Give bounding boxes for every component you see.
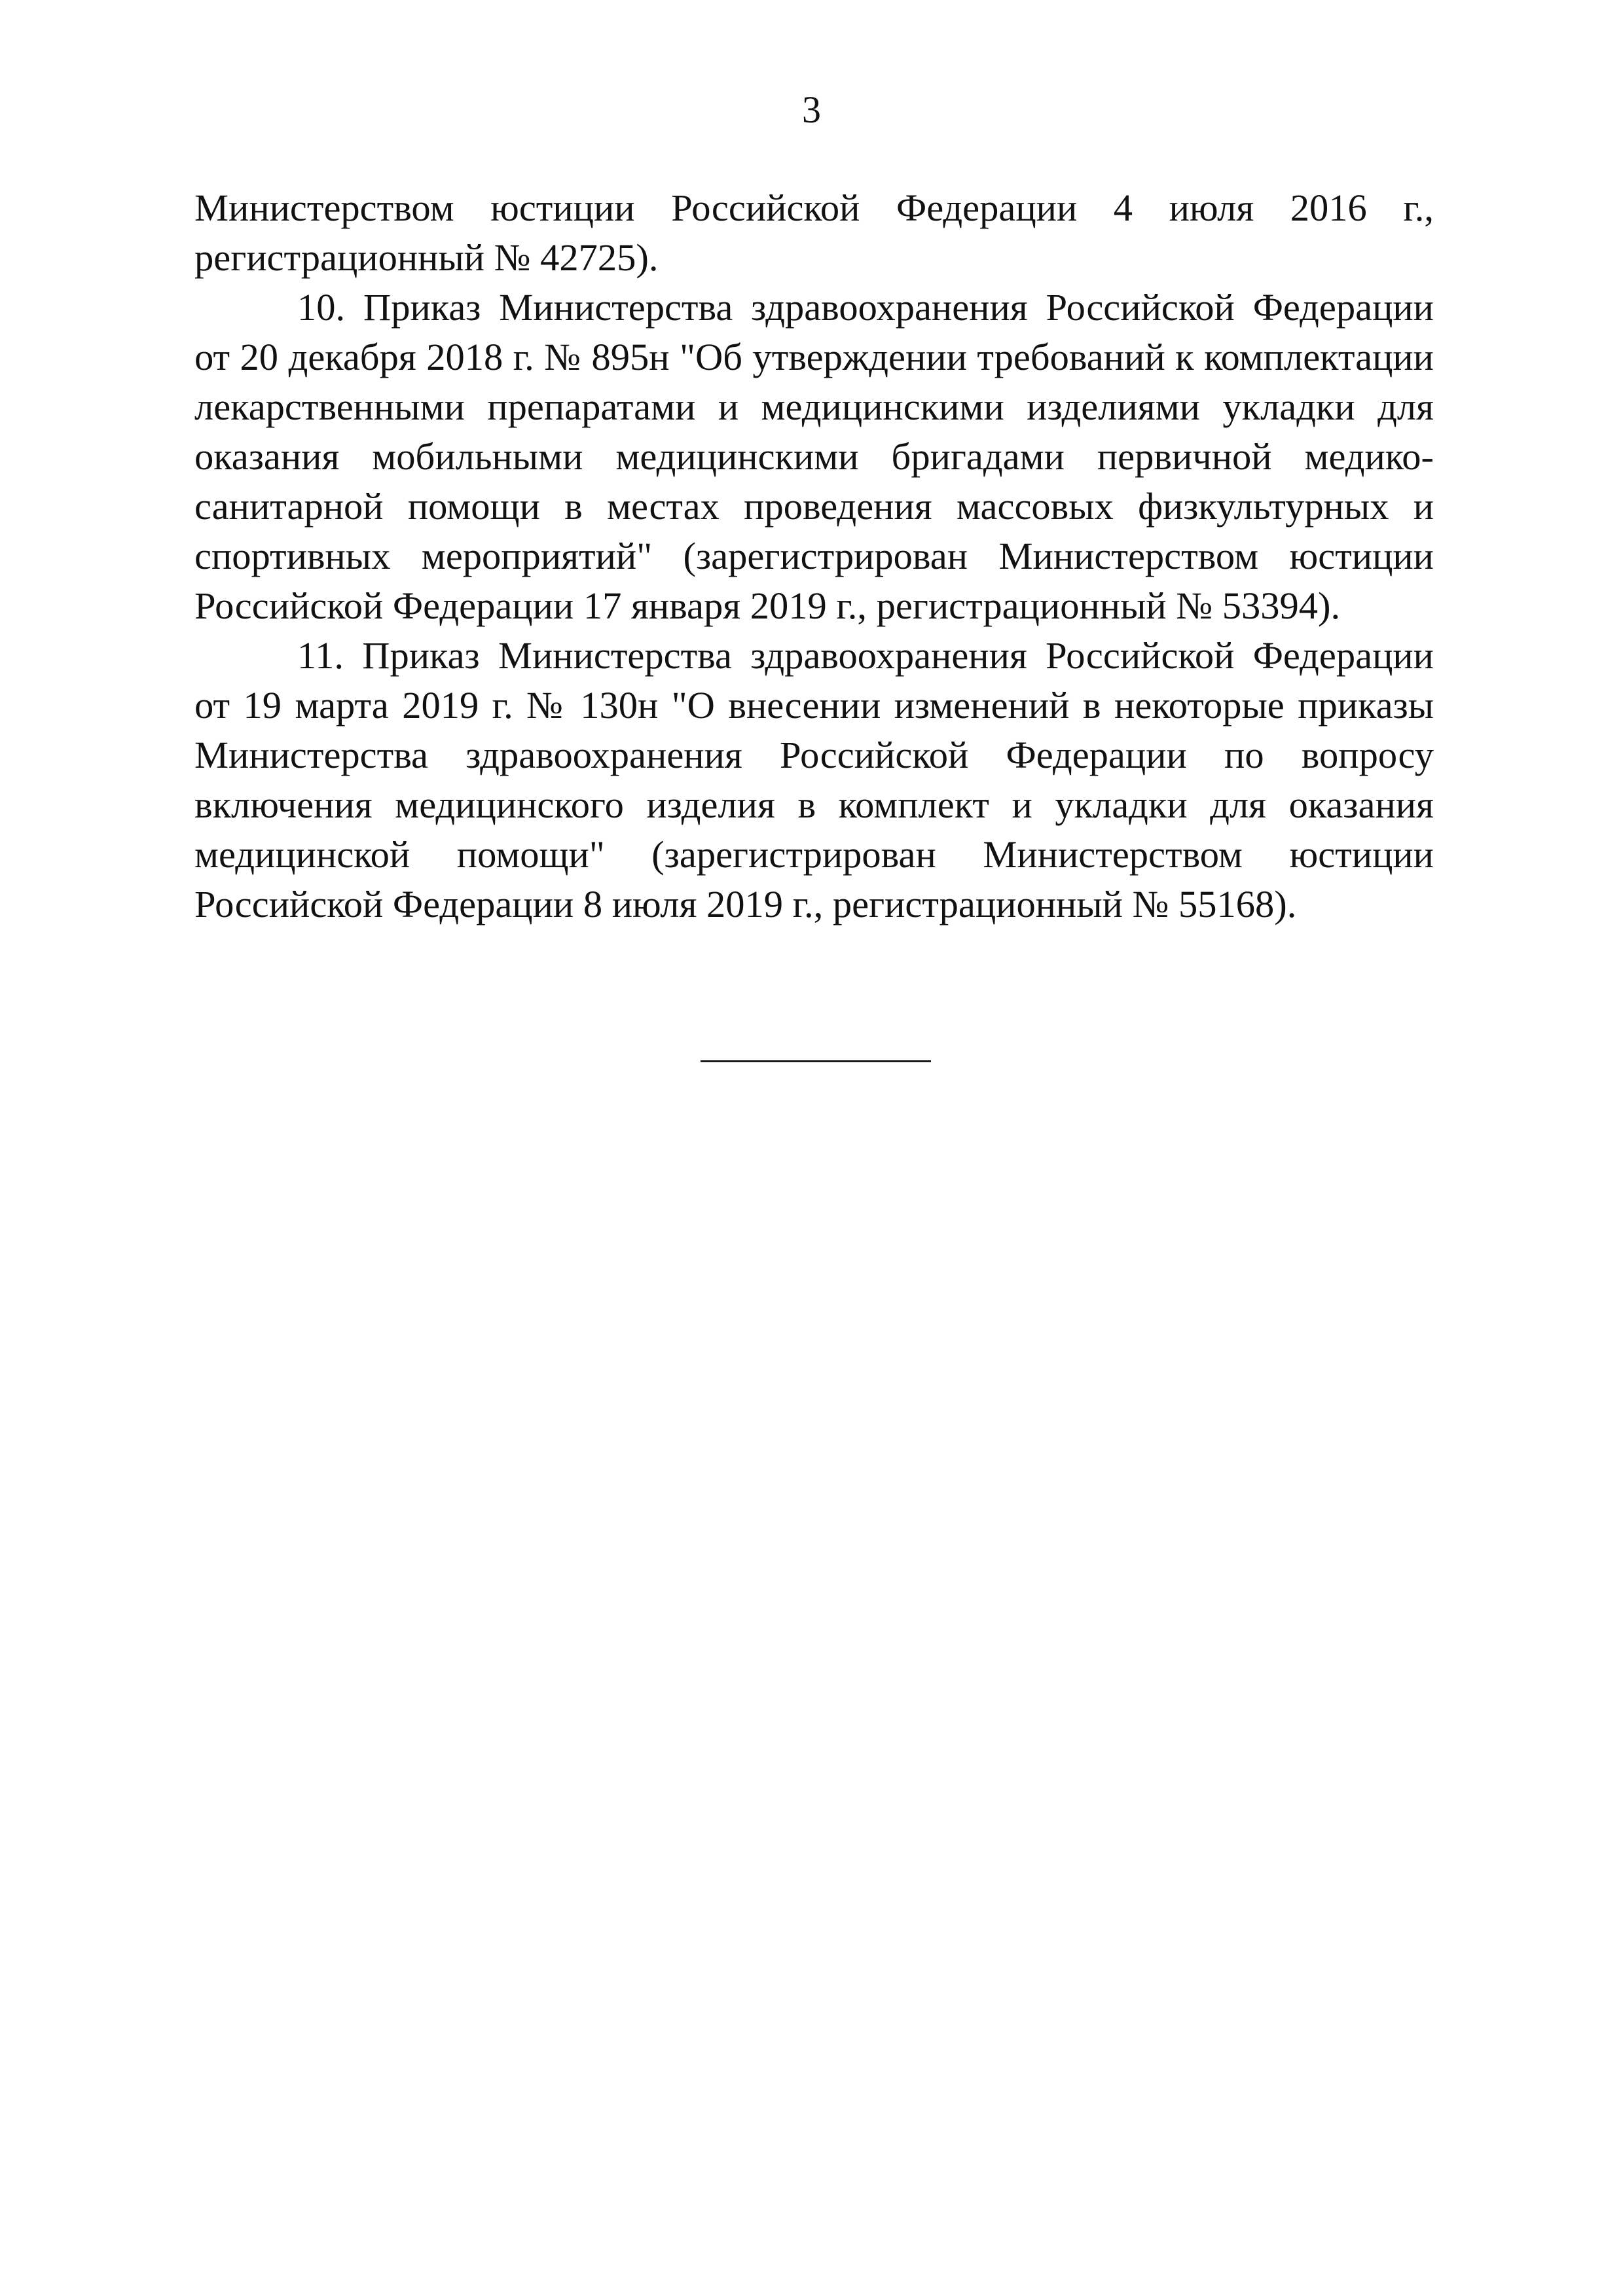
document-body <box>194 183 1434 929</box>
paragraph-item-11: 11. Приказ Министерства здравоохранения Российской Федерации от 19 марта 2019 г. № 130н "О внесении изменений в некоторые приказы Министерства здравоохранения Российской Федерации по вопросу включения медицинского изделия в комплект и укладки для оказания медицинской помощи" (зарегистрирован Министерством юстиции Российской Федерации 8 июля 2019 г., регистрационный № 55168). <box>194 634 1434 925</box>
page-number: 3 <box>802 88 821 131</box>
end-of-document-rule <box>701 1060 931 1062</box>
paragraph-item-10: 10. Приказ Министерства здравоохранения Российской Федерации от 20 декабря 2018 г. № 895н "Об утверждении требований к комплектации лекарственными препаратами и медицинскими изделиями укладки для оказания мобильными медицинскими бригадами первичной медико-санитарной помощи в местах проведения массовых физкультурных и спортивных мероприятий" (зарегистрирован Министерством юстиции Российской Федерации 17 января 2019 г., регистрационный № 53394). <box>194 286 1434 627</box>
paragraph-continuation: Министерством юстиции Российской Федерации 4 июля 2016 г., регистрационный № 42725). <box>194 187 1434 279</box>
